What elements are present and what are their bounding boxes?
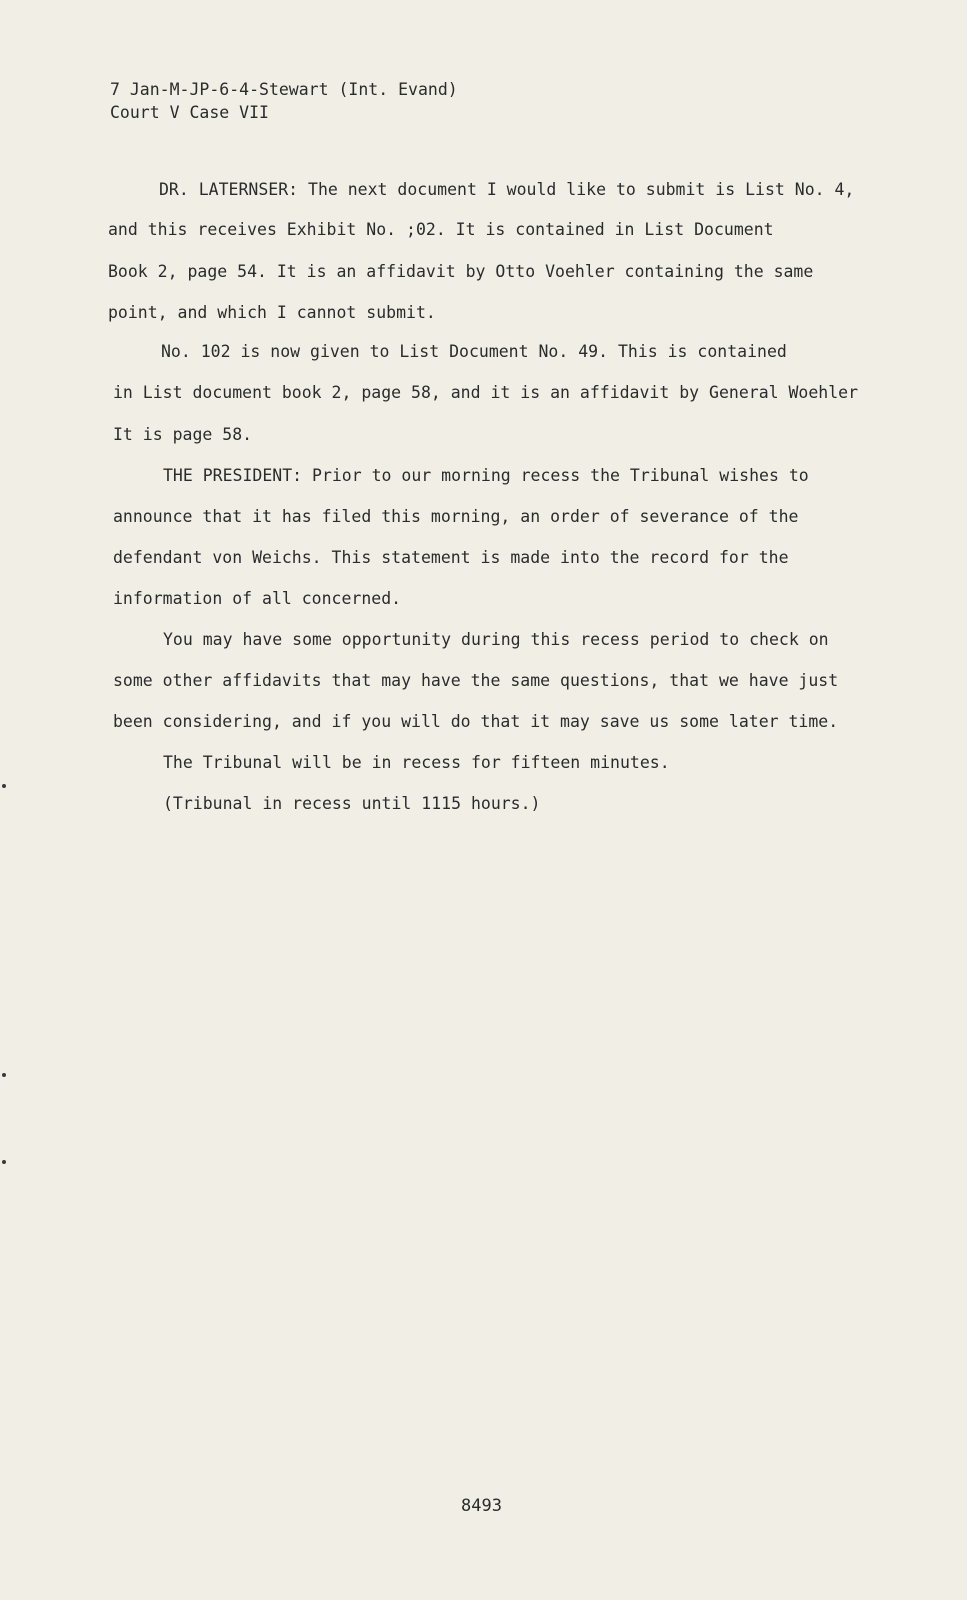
transcript-line: information of all concerned.	[113, 589, 402, 608]
transcript-line: DR. LATERNSER: The next document I would like to submit is List No. 4,	[159, 180, 855, 199]
transcript-line: It is page 58.	[113, 425, 253, 444]
transcript-line: defendant von Weichs. This statement is made into the record for the	[113, 548, 789, 567]
margin-mark	[2, 784, 6, 788]
transcript-line: been considering, and if you will do that it may save us some later time.	[113, 712, 839, 731]
margin-mark	[2, 1160, 6, 1164]
transcript-line: No. 102 is now given to List Document No. 49. This is contained	[161, 342, 787, 361]
transcript-line: You may have some opportunity during this recess period to check on	[163, 630, 829, 649]
transcript-line: some other affidavits that may have the same questions, that we have just	[113, 671, 839, 690]
transcript-line: THE PRESIDENT: Prior to our morning recess the Tribunal wishes to	[163, 466, 809, 485]
transcript-line: Book 2, page 54. It is an affidavit by Otto Voehler containing the same	[108, 262, 814, 281]
transcript-line: announce that it has filed this morning, an order of severance of the	[113, 507, 799, 526]
transcript-line: The Tribunal will be in recess for fifteen minutes.	[163, 753, 670, 772]
header-court-case-line: Court V Case VII	[110, 103, 269, 122]
transcript-line: point, and which I cannot submit.	[108, 303, 436, 322]
header-reference-line: 7 Jan-M-JP-6-4-Stewart (Int. Evand)	[110, 80, 458, 99]
transcript-line: and this receives Exhibit No. ;02. It is contained in List Document	[108, 220, 774, 239]
document-header	[110, 78, 458, 124]
transcript-line: in List document book 2, page 58, and it is an affidavit by General Woehler	[113, 383, 859, 402]
margin-mark	[2, 1073, 6, 1077]
page-number: 8493	[461, 1496, 502, 1516]
transcript-line: (Tribunal in recess until 1115 hours.)	[163, 794, 541, 813]
